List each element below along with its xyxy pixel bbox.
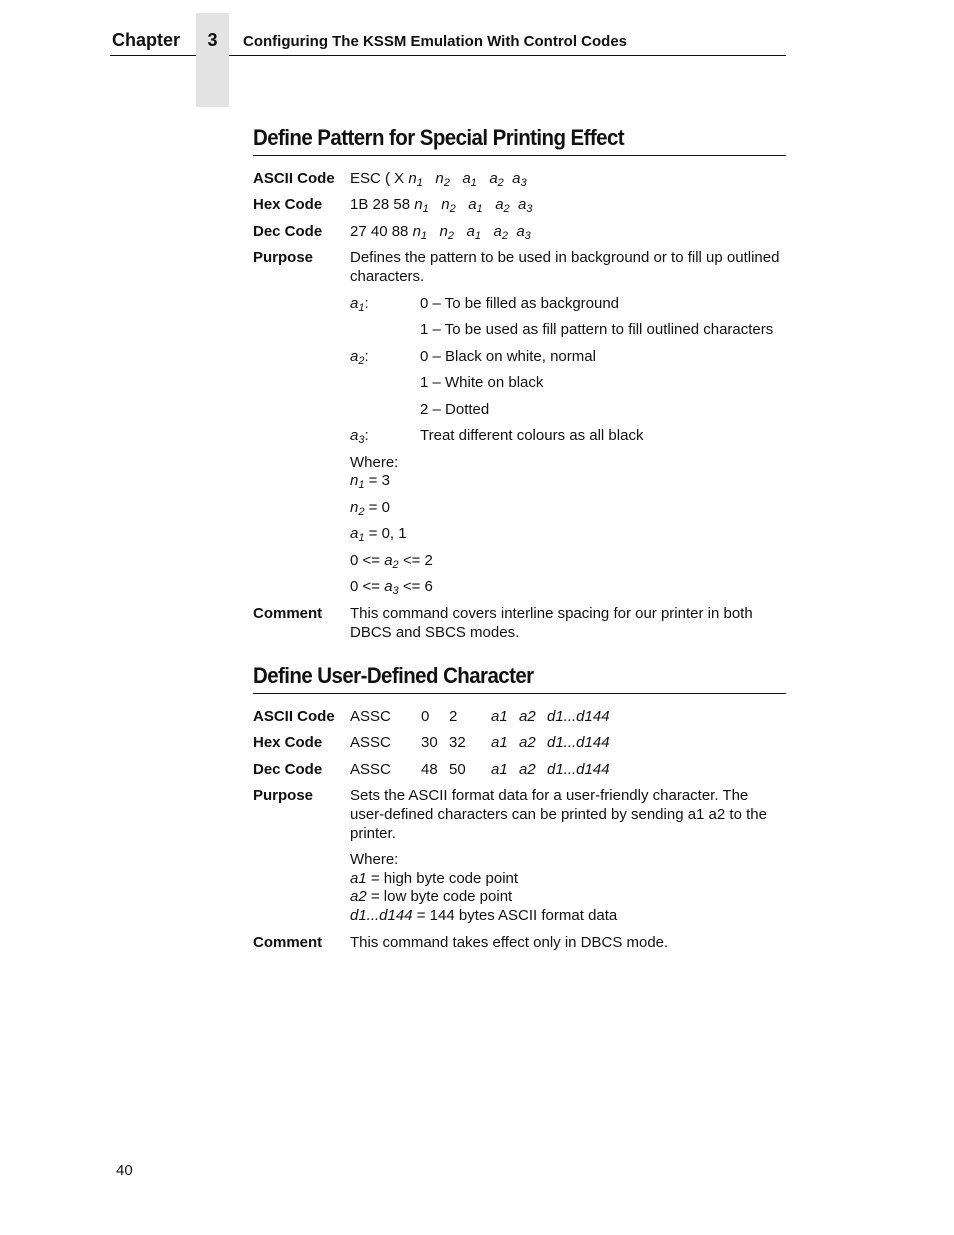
ascii-code-a1: a1 — [491, 708, 508, 725]
param-a1-label: $a_1$: — [350, 295, 369, 314]
a2-option-2: 2 – Dotted — [420, 401, 490, 418]
dec-code-data: d1...d144 — [547, 761, 610, 778]
dec-code-a2: a2 — [519, 761, 536, 778]
page-number: 40 — [116, 1162, 133, 1179]
where-data: d1...d144 = 144 bytes ASCII format data — [350, 907, 618, 924]
dec-code-name: ASSC — [350, 761, 391, 778]
where-label: Where: — [350, 851, 399, 868]
running-header-title: Configuring The KSSM Emulation With Control Codes — [243, 33, 628, 50]
purpose-label: Purpose — [253, 787, 314, 804]
chapter-label: Chapter — [112, 30, 181, 50]
chapter-number: 3 — [207, 30, 218, 50]
hex-code-byte2: 32 — [449, 734, 466, 751]
a2-option-1: 1 – White on black — [420, 374, 544, 391]
comment-text: This command takes effect only in DBCS mode. — [350, 934, 669, 951]
chapter-tab — [196, 13, 229, 107]
a1-option-0: 0 – To be filled as background — [420, 295, 620, 312]
purpose-text: Defines the pattern to be used in background or to fill up outlined characters. — [350, 249, 780, 285]
purpose-text: Sets the ASCII format data for a user-friendly character. The user-defined characters can be printed by sending a1 a2 to the printer. — [350, 787, 767, 842]
ascii-code-label: ASCII Code — [253, 170, 335, 187]
section-title-user-defined-character: Define User-Defined Character — [253, 663, 534, 688]
hex-code-value: 1B 28 58 $n_1$ $n_2$ $a_1$ $a_2$ $a_3$ — [350, 196, 533, 215]
ascii-code-label: ASCII Code — [253, 708, 335, 725]
section-rule — [253, 155, 786, 156]
where-a2: $0 <= a_2 <= 2$ — [350, 552, 433, 571]
hex-code-a1: a1 — [491, 734, 508, 751]
hex-code-label: Hex Code — [253, 196, 323, 213]
comment-text: This command covers interline spacing for our printer in both DBCS and SBCS modes. — [350, 605, 753, 641]
header-rule-left — [110, 55, 196, 56]
a2-option-0: 0 – Black on white, normal — [420, 348, 596, 365]
where-n2: $n_2 = 0$ — [350, 499, 390, 518]
param-a3-label: $a_3$: — [350, 427, 369, 446]
a1-option-1: 1 – To be used as fill pattern to fill outlined characters — [420, 321, 774, 338]
dec-code-label: Dec Code — [253, 223, 323, 240]
where-a1: a1 = high byte code point — [350, 870, 519, 887]
a3-option: Treat different colours as all black — [420, 427, 644, 444]
hex-code-a2: a2 — [519, 734, 536, 751]
dec-code-byte2: 50 — [449, 761, 466, 778]
param-a2-label: $a_2$: — [350, 348, 369, 367]
hex-code-name: ASSC — [350, 734, 391, 751]
dec-code-label: Dec Code — [253, 761, 323, 778]
comment-label: Comment — [253, 605, 323, 622]
dec-code-value: 27 40 88 $n_1$ $n_2$ $a_1$ $a_2$ $a_3$ — [350, 223, 531, 242]
ascii-code-byte2: 2 — [449, 708, 458, 725]
hex-code-label: Hex Code — [253, 734, 323, 751]
ascii-code-a2: a2 — [519, 708, 536, 725]
dec-code-a1: a1 — [491, 761, 508, 778]
section-rule — [253, 693, 786, 694]
where-a1: $a_1 = 0$, 1 — [350, 525, 407, 544]
ascii-code-data: d1...d144 — [547, 708, 610, 725]
where-n1: $n_1 = 3$ — [350, 472, 390, 491]
header-rule-right — [229, 55, 786, 56]
hex-code-data: d1...d144 — [547, 734, 610, 751]
comment-label: Comment — [253, 934, 323, 951]
section-title-define-pattern: Define Pattern for Special Printing Effect — [253, 125, 625, 150]
hex-code-byte1: 30 — [421, 734, 438, 751]
dec-code-byte1: 48 — [421, 761, 438, 778]
ascii-code-byte1: 0 — [421, 708, 430, 725]
purpose-label: Purpose — [253, 249, 314, 266]
ascii-code-value: ESC ( X $n_1$ $n_2$ $a_1$ $a_2$ $a_3$ — [350, 170, 527, 189]
where-label: Where: — [350, 454, 399, 471]
ascii-code-name: ASSC — [350, 708, 391, 725]
where-a2: a2 = low byte code point — [350, 888, 513, 905]
where-a3: $0 <= a_3 <= 6$ — [350, 578, 433, 597]
